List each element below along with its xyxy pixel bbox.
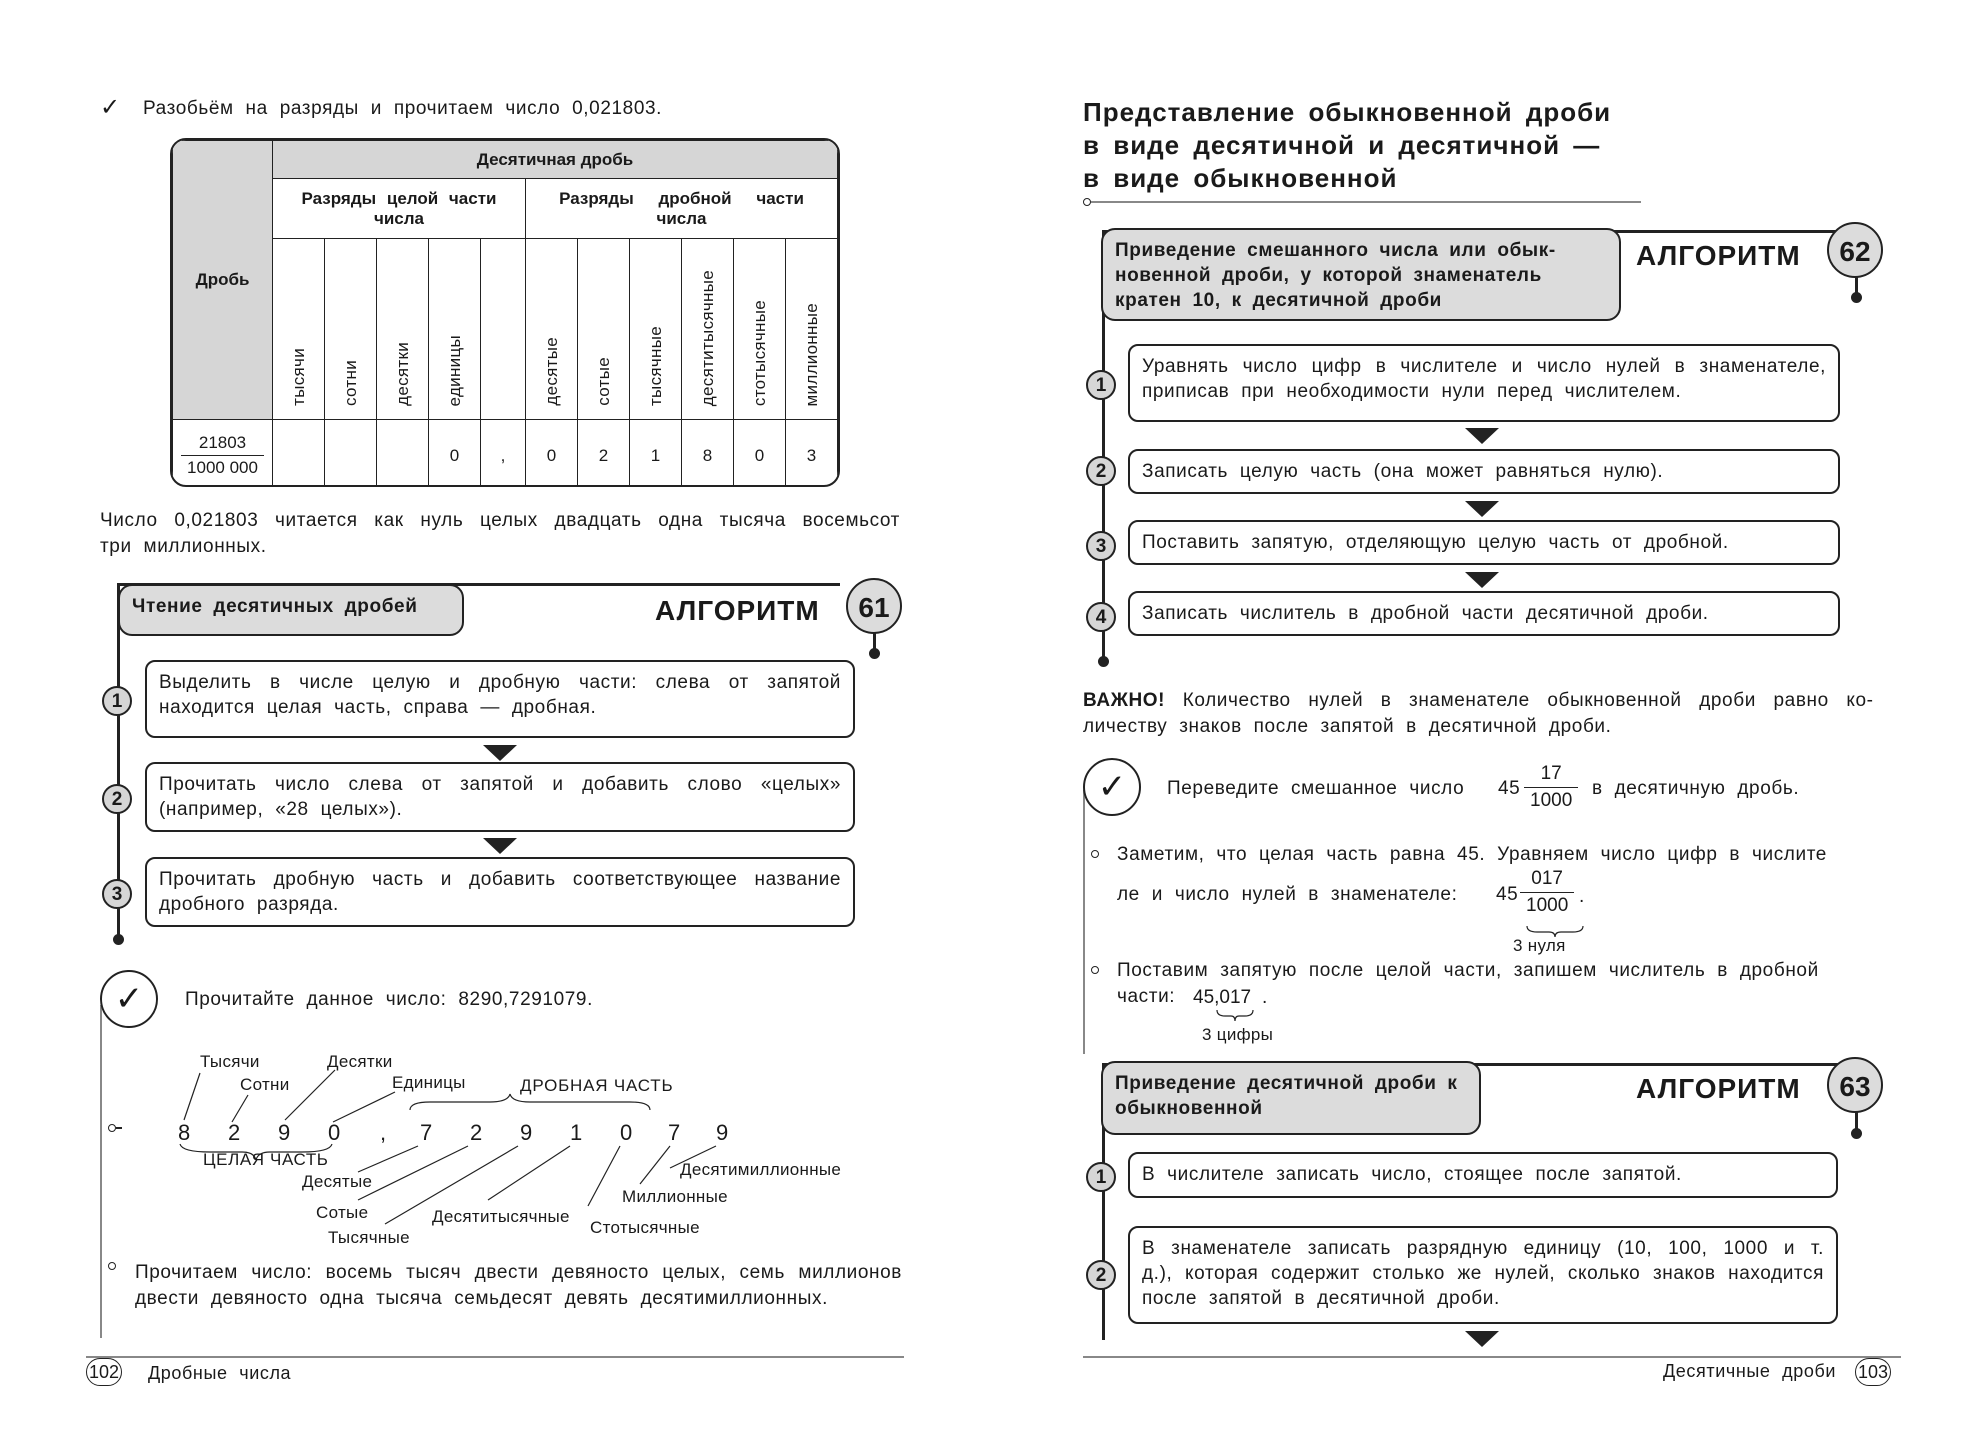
label-fractional-part: ДРОБНАЯ ЧАСТЬ	[520, 1076, 674, 1095]
place-thousands: тысячи	[273, 239, 325, 420]
digit: 2	[228, 1120, 241, 1145]
algorithm-61-step-2: Прочитать число слева от запятой и добавить слово «целых» (например, «28 целых»).	[145, 762, 855, 832]
page-number: 102	[86, 1358, 122, 1386]
algorithm-61-step-1-number: 1	[102, 686, 132, 716]
algorithm-63-badge-dot	[1851, 1128, 1862, 1139]
label-millionths: Миллионные	[622, 1187, 728, 1206]
algorithm-61-step-3: Прочитать дробную часть и добавить соответствующее название дробного разряда.	[145, 857, 855, 927]
algorithm-63-step-1-number: 1	[1086, 1162, 1116, 1192]
algorithm-62-title: Приведение смешанного числа или обыкновенной дроби, у которой знаменатель кратен 10, к десятичной дроби	[1101, 228, 1621, 321]
table-value: 0	[526, 420, 578, 488]
exercise-step2-value: 45,017	[1193, 987, 1252, 1008]
algorithm-61-label: АЛГОРИТМ	[655, 595, 820, 626]
exercise-step1-line2: ле и число нулей в знаменателе:	[1117, 884, 1458, 905]
digit: 9	[716, 1120, 729, 1145]
algorithm-62-step-1: Уравнять число цифр в числителе и число нулей в знаменателе, приписав при необходимости нули перед числителем.	[1128, 344, 1840, 422]
bullet-icon	[1083, 198, 1091, 206]
section-heading: Представление обыкновенной дроби в виде десятичной и десятичной — в виде обыкновенной	[1083, 97, 1612, 193]
footer-section: Дробные числа	[148, 1363, 292, 1383]
place-hundreds: сотни	[325, 239, 377, 420]
algorithm-62-step-2-number: 2	[1086, 456, 1116, 486]
exercise-side-line	[100, 1005, 102, 1338]
check-mark-icon: ✓	[100, 94, 121, 121]
place-value-table	[170, 138, 840, 487]
label-tens: Десятки	[327, 1052, 393, 1071]
down-arrow-icon	[483, 838, 517, 854]
place-tens: десятки	[377, 239, 429, 420]
label-thousands: Тысячи	[200, 1052, 260, 1071]
place-ten-thousandths: десятитысячные	[682, 239, 734, 420]
algorithm-62-badge-dot	[1851, 292, 1862, 303]
exercise-side-line	[1083, 790, 1085, 1054]
algorithm-63-step-2: В знаменателе записать разрядную единицу (10, 100, 1000 и т. д.), которая содержит столько же нулей, сколько знаков находится после запятой в десятичной дроби.	[1128, 1226, 1838, 1324]
algorithm-61-step-2-number: 2	[102, 784, 132, 814]
algorithm-61-title: Чтение десятичных дробей	[118, 584, 464, 636]
label-units: Единицы	[392, 1073, 466, 1092]
right-page	[987, 0, 1974, 1447]
digit: 7	[420, 1120, 433, 1145]
bullet-icon	[108, 1124, 116, 1132]
place-hundredths: сотые	[578, 239, 630, 420]
label-ten-millionths: Десятимиллионные	[680, 1160, 842, 1179]
label-hundreds: Сотни	[240, 1075, 290, 1094]
footer-line	[86, 1356, 904, 1358]
algorithm-62-label: АЛГОРИТМ	[1636, 240, 1801, 271]
place-millionths: миллионные	[786, 239, 838, 420]
algorithm-61-badge-dot	[869, 648, 880, 659]
algorithm-61-step-1: Выделить в числе целую и дробную части: слева от запятой находится целая часть, справа — дробная.	[145, 660, 855, 738]
table-value: 0	[734, 420, 786, 488]
table-value: 1	[630, 420, 682, 488]
digit: 8	[178, 1120, 191, 1145]
check-icon: ✓	[1083, 758, 1141, 816]
label-hundred-thousandths: Стотысячные	[590, 1218, 700, 1237]
col-fraction-header: Дробь	[173, 141, 273, 420]
place-hundred-thousandths: стотысячные	[734, 239, 786, 420]
algorithm-62-step-4-number: 4	[1086, 602, 1116, 632]
algorithm-63-label: АЛГОРИТМ	[1636, 1073, 1801, 1104]
brace-icon	[1215, 1008, 1255, 1022]
table-value: 8	[682, 420, 734, 488]
table-value	[325, 420, 377, 488]
read-sentence: Число 0,021803 читается как нуль целых двадцать одна тысяча восемьсот три миллионных.	[100, 510, 900, 557]
table-value	[377, 420, 429, 488]
digit: 0	[328, 1120, 341, 1145]
frac-part-header: Разряды дробной части числа	[526, 179, 838, 239]
label-tenths: Десятые	[302, 1172, 373, 1191]
page-number: 103	[1855, 1358, 1891, 1386]
place-comma-empty	[481, 239, 526, 420]
bullet-icon	[108, 1262, 116, 1270]
bullet-stub	[116, 1127, 122, 1129]
table-value: 0	[429, 420, 481, 488]
place-thousandths: тысячные	[630, 239, 682, 420]
digit-comma: ,	[380, 1120, 387, 1145]
important-note: ВАЖНО! Количество нулей в знаменателе обыкновенной дроби равно количеству знаков после запятой в десятичной дроби.	[1083, 690, 1873, 737]
exercise-step2-line2: части:	[1117, 986, 1176, 1007]
check-icon: ✓	[100, 970, 158, 1028]
algorithm-63-step-1: В числителе записать число, стоящее после запятой.	[1128, 1152, 1838, 1198]
down-arrow-icon	[1465, 572, 1499, 588]
place-units: единицы	[429, 239, 481, 420]
exercise-step2-note: 3 цифры	[1202, 1025, 1274, 1044]
exercise-whole: 45	[1498, 778, 1521, 799]
down-arrow-icon	[483, 745, 517, 761]
down-arrow-icon	[1465, 501, 1499, 517]
place-tenths: десятые	[526, 239, 578, 420]
algorithm-62-number: 62	[1827, 222, 1883, 278]
down-arrow-icon	[1465, 1331, 1499, 1347]
digit: 1	[570, 1120, 583, 1145]
algorithm-63-number: 63	[1827, 1057, 1883, 1113]
bullet-icon	[1091, 966, 1099, 974]
exercise-answer: Прочитаем число: восемь тысяч двести девяносто целых, семь миллионов двести девяносто одна тысяча семьдесят девять десятимиллионных.	[135, 1262, 902, 1309]
down-arrow-icon	[1465, 428, 1499, 444]
decimal-fraction-header: Десятичная дробь	[273, 141, 838, 179]
digit: 9	[278, 1120, 291, 1145]
table-value	[273, 420, 325, 488]
exercise-step1-fraction: $\frac{017}{1000}$	[1520, 868, 1574, 917]
int-part-header: Разряды целой части числа	[273, 179, 526, 239]
exercise-step1-note: 3 нуля	[1513, 936, 1566, 955]
exercise-fraction: $\frac{17}{1000}$	[1524, 763, 1578, 812]
digit: 7	[668, 1120, 681, 1145]
digit: 9	[520, 1120, 533, 1145]
algorithm-61-end-dot	[113, 934, 124, 945]
label-integer-part: ЦЕЛАЯ ЧАСТЬ	[203, 1150, 329, 1169]
algorithm-63-title: Приведение десятичной дроби к обыкновенной	[1101, 1061, 1481, 1135]
exercise-step2-line1: Поставим запятую после целой части, запишем числитель в дробной	[1117, 960, 1819, 981]
intro-text: Разобьём на разряды и прочитаем число 0,021803.	[143, 98, 663, 119]
table-comma: ,	[481, 420, 526, 488]
exercise-task: Прочитайте данное число: 8290,7291079.	[185, 989, 593, 1010]
exercise-step1-line1: Заметим, что целая часть равна 45. Уравняем число цифр в числите	[1117, 844, 1827, 865]
table-fraction-cell: $\frac{21803}{1000 000}$	[173, 420, 273, 488]
exercise-step2-end: .	[1262, 987, 1268, 1008]
algorithm-63-step-2-number: 2	[1086, 1260, 1116, 1290]
table-value: 2	[578, 420, 630, 488]
algorithm-61-number: 61	[846, 578, 902, 634]
algorithm-61-step-3-number: 3	[102, 879, 132, 909]
label-thousandths: Тысячные	[328, 1228, 410, 1247]
digit: 0	[620, 1120, 633, 1145]
exercise-task-after: в десятичную дробь.	[1592, 778, 1800, 799]
label-hundredths: Сотые	[316, 1203, 369, 1222]
algorithm-62-step-2: Записать целую часть (она может равняться нулю).	[1128, 449, 1840, 494]
algorithm-62-step-3-number: 3	[1086, 531, 1116, 561]
exercise-step1-end: .	[1579, 886, 1585, 907]
digit: 2	[470, 1120, 483, 1145]
exercise-task-before: Переведите смешанное число	[1167, 778, 1465, 799]
algorithm-62-step-4: Записать числитель в дробной части десятичной дроби.	[1128, 591, 1840, 636]
label-ten-thousandths: Десятитысячные	[432, 1207, 570, 1226]
footer-section: Десятичные дроби	[1663, 1361, 1837, 1381]
algorithm-62-end-dot	[1098, 656, 1109, 667]
table-value: 3	[786, 420, 838, 488]
algorithm-62-step-3: Поставить запятую, отделяющую целую часть от дробной.	[1128, 520, 1840, 565]
heading-underline	[1091, 201, 1641, 203]
bullet-icon	[1091, 850, 1099, 858]
algorithm-62-step-1-number: 1	[1086, 370, 1116, 400]
exercise-step1-whole: 45	[1496, 884, 1519, 905]
